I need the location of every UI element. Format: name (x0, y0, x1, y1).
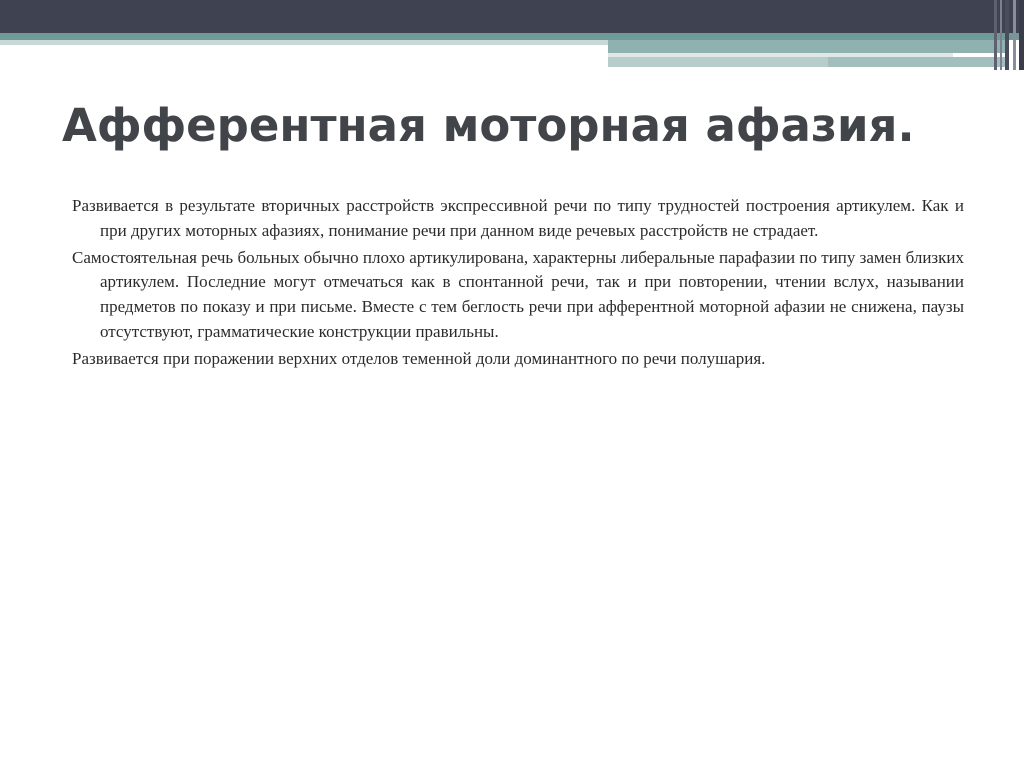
header-band-accent (608, 40, 1008, 53)
slide-body (72, 194, 964, 374)
edge-stripe (994, 0, 997, 70)
edge-stripe (1013, 0, 1016, 70)
header-band-dark (0, 0, 1024, 33)
edge-stripe (1019, 0, 1024, 70)
header-band-block-right (828, 57, 1008, 67)
body-paragraph: Самостоятельная речь больных обычно плохо артикулирована, характерны либеральные парафазии по типу замен близких артикулем. Последние могут отмечаться как в спонтанной речи, так и при повторении, чтении вслух, назывании предметов по показу и при письме. Вместе с тем беглость речи при афферентной моторной афазии не снижена, паузы отсутствуют, грамматические конструкции правильны. (72, 247, 964, 341)
edge-stripe (1005, 0, 1009, 70)
header-band-teal (0, 33, 1024, 40)
body-paragraph: Развивается при поражении верхних отделов теменной доли доминантного по речи полушария. (72, 348, 766, 368)
header-band-block-left (608, 57, 828, 67)
header-band-light (0, 40, 608, 45)
edge-stripe (1000, 0, 1002, 70)
slide-title: Афферентная моторная афазия. (62, 99, 915, 152)
body-paragraph: Развивается в результате вторичных расстройств экспрессивной речи по типу трудностей построения артикулем. Как и при других моторных афазиях, понимание речи при данном виде речевых расстройств не страдает. (72, 196, 964, 240)
